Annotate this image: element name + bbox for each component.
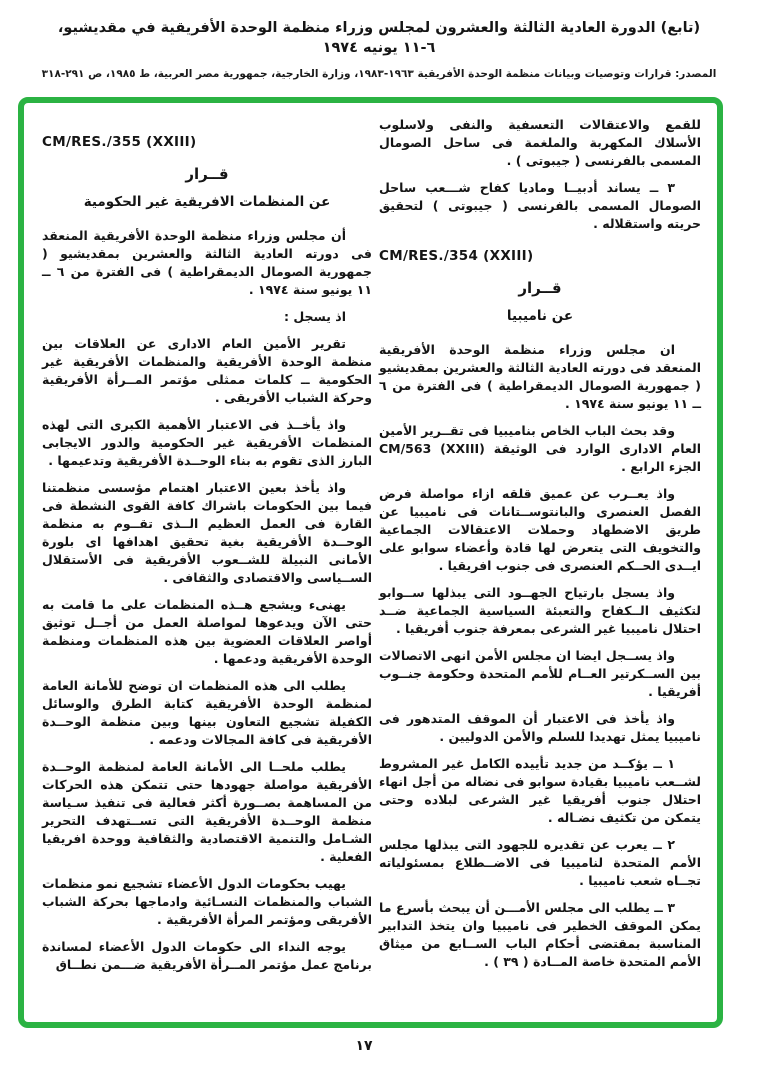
column-left — [42, 133, 372, 983]
paragraph: واذ يأخذ فى الاعتبار أن الموقف المتدهور فى ناميبيا يمثل تهديدا للسلم والأمن الدوليين . — [379, 711, 701, 744]
paragraph: يطلب ملحــا الى الأمانة العامة لمنظمة الوحــدة الأفريقية مواصلة جهودها حتى تتمكن هذه الحركات من المساهمة بصــورة أكثر فعالية فى تنفيذ سـياسة منظمة الوحــدة الأفريقية التى تســتهدف التحرير الشـامل والتنمية الاقتصادية والثقافية ووحدة افريقيا الفعلية . — [42, 759, 372, 864]
paragraph: واذ يأخــذ فى الاعتبار الأهمية الكبرى التى لهذه المنظمات الأفريقية غير الحكومية والدور الايجابى البارز الذى تقوم به بناء الوحــدة الأفريقية وتدعيمها . — [42, 417, 372, 468]
paragraph: واذ يأخذ بعين الاعتبار اهتمام مؤسسى منظمتنا فيما بين الحكومات باشراك كافة القوى النشطة فى القارة فى العمل العظيم الــذى تقــوم به منظمة الوحــدة الأفريقية بغية تحقيق اهدافها اى بلورة الأمانى النبيلة للشــعوب الأفريقية فى الأستقلال الســياسى والاقتصادى والثقافى . — [42, 480, 372, 585]
page-header — [0, 18, 758, 80]
resolution-title: قــرار — [518, 279, 562, 297]
paragraph: يوجه النداء الى حكومات الدول الأعضاء لمساندة برنامج عمل مؤتمر المــرأة الأفريقية ضـــمن نطــاق — [42, 939, 372, 972]
paragraph: يهنىء ويشجع هــذه المنظمات على ما قامت به حتى الآن ويدعوها لمواصلة العمل من أجــل توثيق أواصر العلاقات العضوية بين هذه المنظمات ومنظمة الوحدة الأفريقية ودعمها . — [42, 597, 372, 666]
resolution-number: CM/RES./355 (XXIII) — [42, 134, 197, 150]
paragraph: ان مجلس وزراء منظمة الوحدة الأفريقية المنعقد فى دورته العادية الثالثة والعشرين بمقديشيو ( جمهورية الصومال الديمقراطية ) فى الفترة من ٦ ــ ١١ يونيو سنة ١٩٧٤ . — [379, 342, 701, 411]
page-number: ١٧ — [355, 1038, 373, 1054]
paragraph: يطلب الى هذه المنظمات ان توضح للأمانة العامة لمنظمة الوحدة الأفريقية كتابة الطرق والوسائل الكفيلة تشجيع التعاون بينها وبين منظمة الوحــدة الأفريقية فى كافة المجالات ودعمه . — [42, 678, 372, 747]
document-frame — [18, 97, 723, 1028]
resolution-title: قــرار — [185, 165, 229, 183]
paragraph: يهيب بحكومات الدول الأعضاء تشجيع نمو منظمات الشباب والمنظمات النسـائية وادماجها بحركة الشباب الأفريقى ومؤتمر المرأة الأفريقية . — [42, 876, 372, 927]
session-title: (تابع) الدورة العادية الثالثة والعشرون لمجلس وزراء منظمة الوحدة الأفريقية في مقديشيو، ٦-١١ يونيه ١٩٧٤ — [57, 20, 701, 57]
continuation-paragraph: ٣ ــ يساند أدبيــا وماديا كفاح شـــعب ساحل الصومال المسمى بالفرنسى ( جيبوتى ) لتحقيق حريته واستقلاله . — [379, 180, 701, 231]
column-right — [379, 116, 701, 980]
resolution-subtitle: عن المنظمات الافريقية غير الحكومية — [83, 194, 331, 210]
numbered-item: ٣ ــ يطلب الى مجلس الأمـــن أن يبحث بأسرع ما يمكن الموقف الخطير فى ناميبيا وان يتخذ التدابير المناسبة بمقتضى أحكام الباب الســابع من ميثاق الأمم المتحدة خاصة المــادة ( ٣٩ ) . — [379, 900, 701, 969]
source-citation: المصدر: قرارات وتوصيات وبيانات منظمة الوحدة الأفريقية ١٩٦٣-١٩٨٣، وزارة الخارجية، جمهورية مصر العربية، ط ١٩٨٥، ص ٢٩١-٣١٨ — [41, 67, 717, 80]
continuation-paragraph: للقمع والاعتقالات التعسفية والنفى ولاسلوب الأسلاك المكهربة والملغمة فى ساحل الصومال المسمى بالفرنسى ( جيبوتى ) . — [379, 117, 701, 168]
paragraph: أن مجلس وزراء منظمة الوحدة الأفريقية المنعقد فى دورته العادية الثالثة والعشرين بمقديشيو ( جمهورية الصومال الديمقراطية ) فى الفترة من ٦ ــ ١١ يونيو سنة ١٩٧٤ . — [42, 228, 373, 297]
numbered-item: ٢ ــ يعرب عن تقديره للجهود التى يبذلها مجلس الأمم المتحدة لناميبيا فى الاضــطلاع بمسئولياته تجــاه شعب ناميبيا . — [379, 837, 701, 888]
resolution-number: CM/RES./354 (XXIII) — [379, 248, 534, 264]
paragraph: واذ يعــرب عن عميق قلقه ازاء مواصلة فرض الفصل العنصرى والبانتوســتانات فى ناميبيا عن طريق الاضطهاد وحملات الاعتقالات الجماعية والتخويف التى يتعرض لها قادة وأعضاء سوابو على ايــدى الحــكم العنصرى فى جنوب افريقيا . — [379, 486, 701, 573]
numbered-item: ١ ــ يؤكــد من جديد تأييده الكامل غير المشروط لشــعب ناميبيا بقيادة سوابو فى نضاله من أجل انهاء احتلال جنوب أفريقيا غير الشرعى لبلاده وحتى يتمكن من تكثيف نضـاله . — [379, 756, 701, 825]
paragraph: اذ يسجل : — [284, 309, 346, 324]
paragraph: وقد بحث الباب الخاص بناميبيا فى تقــرير الأمين العام الادارى الوارد فى الوثيقة CM/563 (XXIII) الجزء الرابع . — [379, 423, 701, 474]
paragraph: واذ يسجل بارتياح الجهــود التى يبذلها ســوابو لتكثيف الــكفاح والتعبئة السياسية الجماعية ضــد احتلال ناميبيا غير الشرعى بمعرفة جنوب أفريقيا . — [379, 585, 701, 636]
resolution-subtitle: عن ناميبيا — [506, 308, 574, 324]
paragraph: تقرير الأمين العام الادارى عن العلاقات بين منظمة الوحدة الأفريقية والمنظمات الأفريقية غير الحكومية ــ كلمات ممثلى مؤتمر المــرأة الأفريقية وحركة الشباب الأفريقى . — [42, 336, 372, 405]
paragraph: واذ يســجل ايضا ان مجلس الأمن انهى الاتصالات بين الســكرتير العــام للأمم المتحدة وحكومة جنــوب أفريقيا . — [379, 648, 701, 699]
